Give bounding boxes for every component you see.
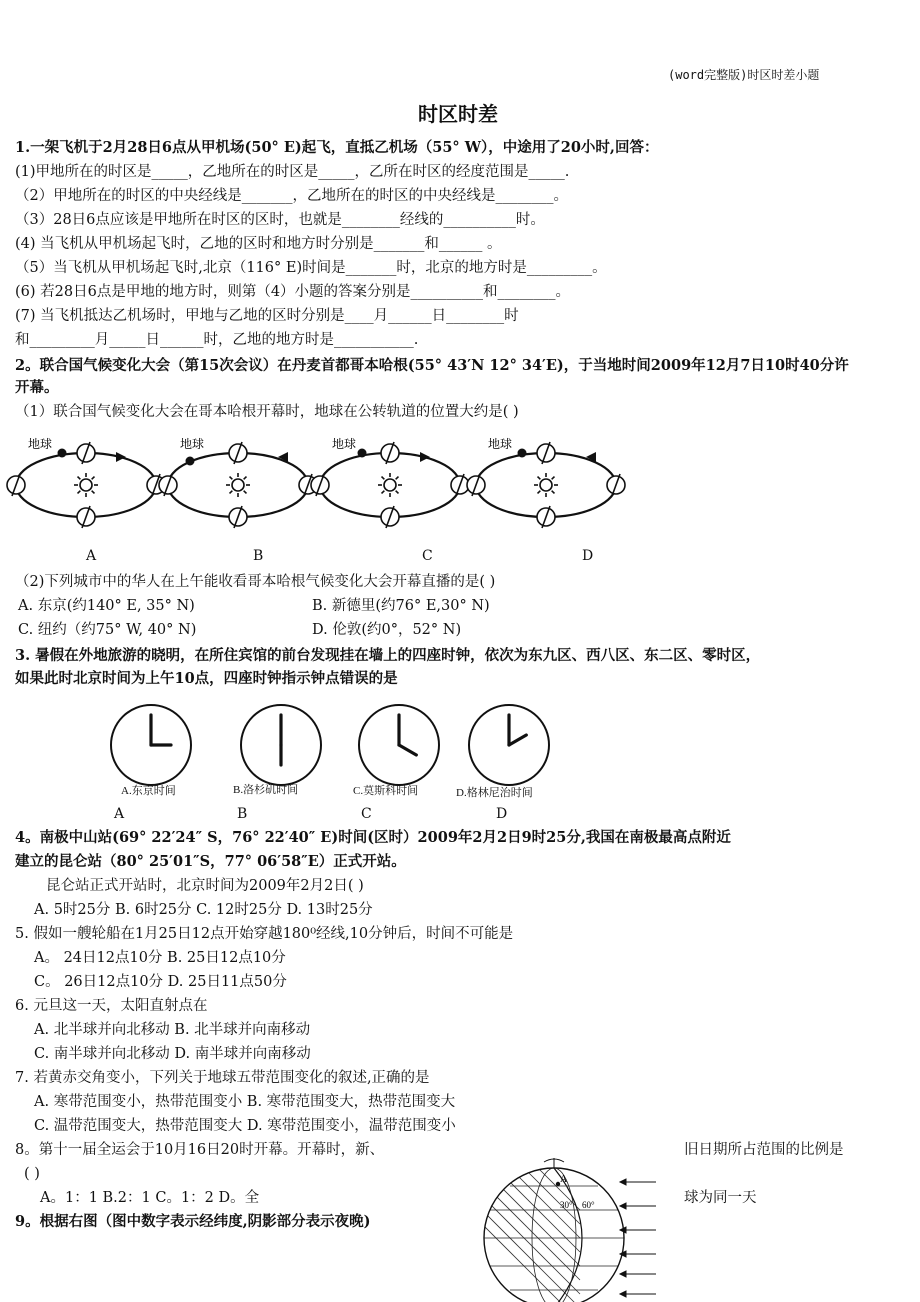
q1-sub7-cont: 和_________月_____日______时，乙地的地方时是___________. xyxy=(15,332,419,348)
q1-sub1: (1)甲地所在的时区是_____，乙地所在的时区是_____，乙所在时区的经度范围是_____. xyxy=(15,164,570,180)
earth-position-icon xyxy=(7,474,25,496)
q8-opts: A。1：1 B.2：1 C。1：2 D。全 xyxy=(40,1190,260,1206)
orbit-direction-arrow xyxy=(116,452,126,462)
q1-stem: 1.一架飞机于2月28日6点从甲机场(50° E)起飞，直抵乙机场（55° W），中途用了20小时,回答： xyxy=(15,139,659,156)
earth-label: 地球 xyxy=(488,437,513,451)
q1-sub7: (7) 当飞机抵达乙机场时，甲地与乙地的区时分别是____月______日________时 xyxy=(15,308,519,324)
earth-marker xyxy=(186,457,195,466)
sun-icon xyxy=(74,473,98,497)
clock-letter-c: C xyxy=(361,806,372,822)
q8-paren: ( ) xyxy=(24,1166,40,1182)
q1-sub3: （3）28日6点应该是甲地所在时区的区时，也就是________经线的__________时。 xyxy=(15,212,545,228)
earth-position-icon xyxy=(77,506,95,528)
q8-stem: 8。第十一届全运会于10月16日20时开幕。开幕时，新、 xyxy=(15,1142,385,1158)
earth-position-icon xyxy=(467,474,485,496)
q7-opts-2: C. 温带范围变大，热带范围变大 D. 寒带范围变小，温带范围变小 xyxy=(34,1118,456,1134)
q2-opt-b: B. 新德里(约76° E,30° N) xyxy=(312,598,490,614)
sun-icon xyxy=(378,473,402,497)
q4-stem-cont: 建立的昆仑站（80° 25′01″S，77° 06′58″E）正式开站。 xyxy=(15,853,406,870)
q5-opts-2: C。 26日12点10分 D. 25日11点50分 xyxy=(34,974,287,990)
q1-sub5: （5）当飞机从甲机场起飞时,北京（116° E)时间是_______时，北京的地方时是_________。 xyxy=(15,260,607,276)
orbit-label-c: C xyxy=(422,548,433,564)
q2-opt-a: A. 东京(约140° E, 35° N) xyxy=(18,598,195,614)
clock-a xyxy=(111,705,191,785)
earth-label: 地球 xyxy=(28,437,53,451)
q4-stem: 4。南极中山站(69° 22′24″ S，76° 22′40″ E)时间(区时）2009年2月2日9时25分,我国在南极最高点附近 xyxy=(15,829,731,846)
earth-label: 地球 xyxy=(332,437,357,451)
orbit-diagrams xyxy=(0,430,640,540)
sunlight-arrows xyxy=(620,1179,656,1297)
clock-letter-a: A xyxy=(114,806,125,822)
sun-icon xyxy=(534,473,558,497)
clock-caption-b: B.洛杉矶时间 xyxy=(233,784,299,796)
earth-label: 地球 xyxy=(180,437,205,451)
earth-position-icon xyxy=(607,474,625,496)
q9-stem: 9。根据右图（图中数字表示经纬度,阴影部分表示夜晚) xyxy=(15,1213,371,1230)
clock-caption-d: D.格林尼治时间 xyxy=(456,787,533,799)
lat-60-label: 60° xyxy=(582,1200,595,1210)
orbit-diagram-d xyxy=(467,436,625,528)
q8-stem-right: 旧日期所占范围的比例是 xyxy=(684,1142,844,1158)
earth-position-icon xyxy=(77,442,95,464)
orbit-diagram-b xyxy=(159,436,317,528)
orbit-label-a: A xyxy=(86,548,97,564)
clock-caption-a: A.东京时间 xyxy=(121,785,176,797)
q6-opts-2: C. 南半球并向北移动 D. 南半球并向南移动 xyxy=(34,1046,311,1062)
q4-opts: A. 5时25分 B. 6时25分 C. 12时25分 D. 13时25分 xyxy=(34,902,373,918)
orbit-label-d: D xyxy=(582,548,594,564)
q6-stem: 6. 元旦这一天，太阳直射点在 xyxy=(15,998,208,1014)
earth-position-icon xyxy=(381,442,399,464)
globe-figure xyxy=(470,1150,670,1302)
clock-letter-d: D xyxy=(496,806,508,822)
earth-marker xyxy=(358,449,367,458)
q8-opts-right: 球为同一天 xyxy=(684,1190,757,1206)
clock-letter-b: B xyxy=(237,806,248,822)
page-title: 时区时差 xyxy=(418,102,498,126)
q2-opt-d: D. 伦敦(约0°，52° N) xyxy=(312,622,462,638)
doc-header: (word完整版)时区时差小题 xyxy=(668,68,820,82)
earth-position-icon xyxy=(537,506,555,528)
q6-opts-1: A. 北半球并向北移动 B. 北半球并向南移动 xyxy=(34,1022,311,1038)
clock-d xyxy=(469,705,549,785)
q4-sub: 昆仑站正式开站时，北京时间为2009年2月2日( ) xyxy=(46,878,364,894)
orbit-diagram-a xyxy=(7,436,165,528)
q2-stem: 2。联合国气候变化大会（第15次会议）在丹麦首都哥本哈根(55° 43′N 12° 34′E)，于当地时间2009年12月7日10时40分许 xyxy=(15,357,849,374)
earth-marker xyxy=(518,449,527,458)
q1-sub6: (6) 若28日6点是甲地的地方时，则第（4）小题的答案分别是__________和________。 xyxy=(15,284,571,300)
clock-diagrams xyxy=(0,700,640,810)
orbit-direction-arrow xyxy=(420,452,430,462)
earth-position-icon xyxy=(537,442,555,464)
q2-sub2: （2)下列城市中的华人在上午能收看哥本哈根气候变化大会开幕直播的是( ) xyxy=(15,574,496,590)
earth-position-icon xyxy=(229,506,247,528)
q2-sub1: （1）联合国气候变化大会在哥本哈根开幕时，地球在公转轨道的位置大约是( ) xyxy=(15,404,519,420)
q3-stem-cont: 如果此时北京时间为上午10点，四座时钟指示钟点错误的是 xyxy=(15,670,398,687)
earth-position-icon xyxy=(381,506,399,528)
point-a-label: A xyxy=(560,1174,568,1185)
q7-opts-1: A. 寒带范围变小，热带范围变小 B. 寒带范围变大，热带范围变大 xyxy=(34,1094,456,1110)
q3-stem: 3. 暑假在外地旅游的晓明，在所住宾馆的前台发现挂在墙上的四座时钟，依次为东九区、西八区、东二区、零时区， xyxy=(15,647,761,664)
q5-stem: 5. 假如一艘轮船在1月25日12点开始穿越180⁰经线,10分钟后，时间不可能是 xyxy=(15,926,514,942)
q7-stem: 7. 若黄赤交角变小，下列关于地球五带范围变化的叙述,正确的是 xyxy=(15,1070,430,1086)
clock-caption-c: C.莫斯科时间 xyxy=(353,785,419,797)
orbit-label-b: B xyxy=(253,548,264,564)
clock-c xyxy=(359,705,439,785)
clock-b xyxy=(241,705,321,785)
q5-opts-1: A。 24日12点10分 B. 25日12点10分 xyxy=(34,950,286,966)
earth-position-icon xyxy=(229,442,247,464)
q2-opt-c: C. 纽约（约75° W, 40° N) xyxy=(18,622,197,638)
earth-marker xyxy=(58,449,67,458)
sun-icon xyxy=(226,473,250,497)
q1-sub2: （2）甲地所在的时区的中央经线是_______，乙地所在的时区的中央经线是________。 xyxy=(15,188,568,204)
q1-sub4: (4) 当飞机从甲机场起飞时，乙地的区时和地方时分别是_______和______ 。 xyxy=(15,236,502,252)
q2-stem-cont: 开幕。 xyxy=(15,379,59,396)
lat-30-label: 30° xyxy=(560,1200,573,1210)
orbit-diagram-c xyxy=(311,436,469,528)
